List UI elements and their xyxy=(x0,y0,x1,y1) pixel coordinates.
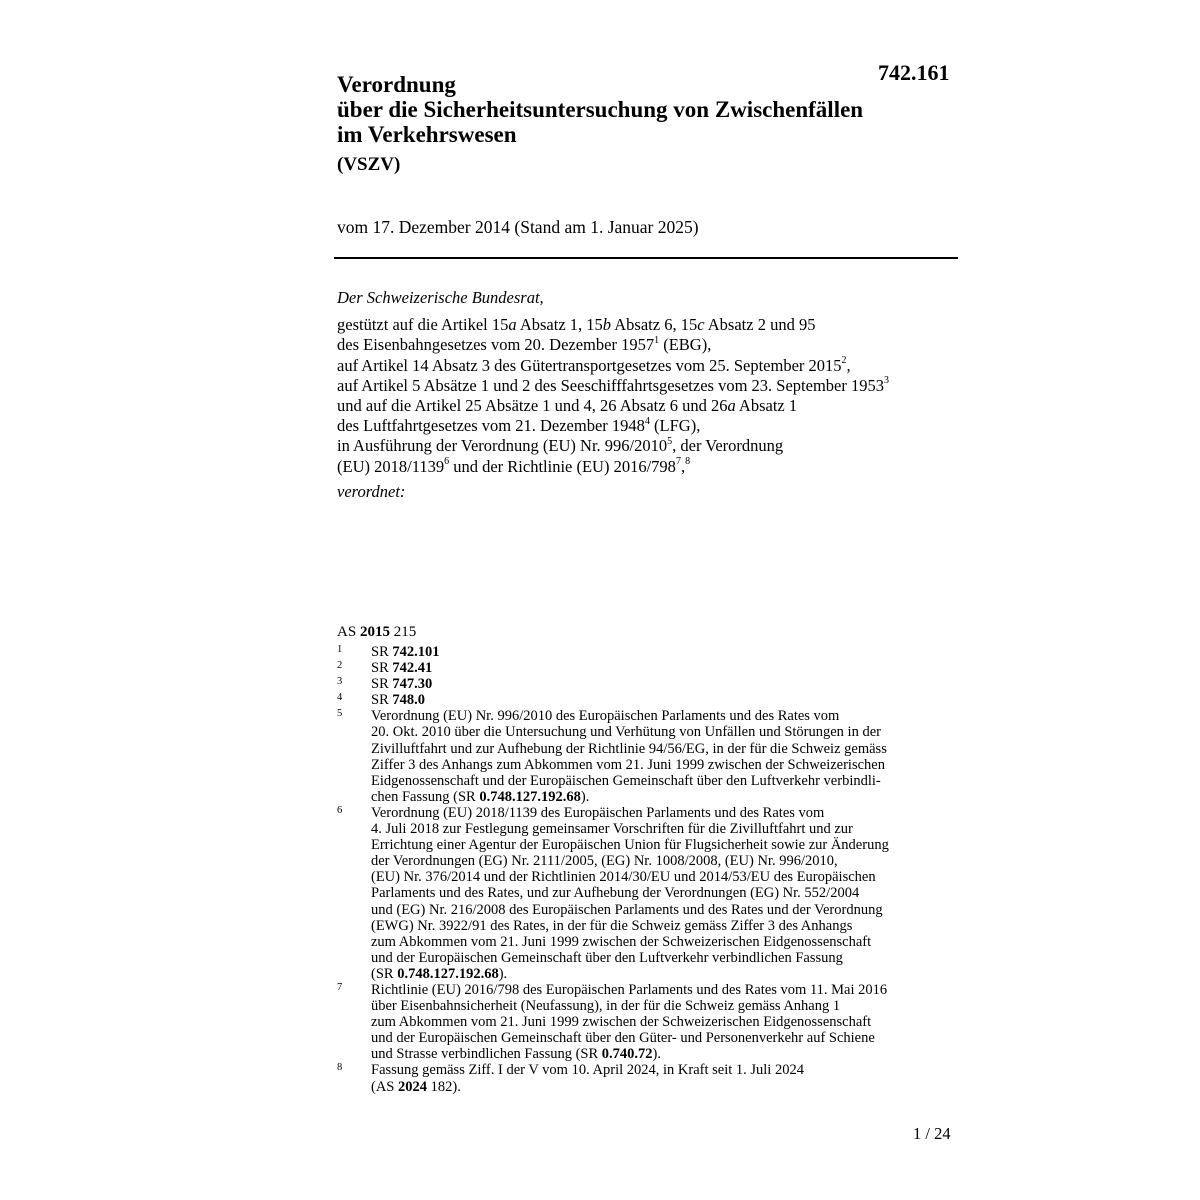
preamble-line: in Ausführung der Verordnung (EU) Nr. 996/2010$^5$, der Verordnung xyxy=(337,435,784,456)
footnote-ref[interactable]: 5 xyxy=(667,435,673,447)
preamble-closing: verordnet: xyxy=(337,481,406,501)
document-title xyxy=(337,72,937,147)
footnote-ref[interactable]: 8 xyxy=(685,456,691,468)
as-reference: AS 2015 215 xyxy=(337,624,417,640)
as-link[interactable]: 2024 xyxy=(398,1078,427,1095)
horizontal-rule xyxy=(334,257,958,259)
footnote: 8 Fassung gemäss Ziff. I der V vom 10. April 2024, in Kraft seit 1. Juli 2024 (AS 2024 182). xyxy=(337,1062,804,1095)
footnote: 1 SR 742.101 xyxy=(337,644,440,660)
footnote-number: 4 xyxy=(337,692,343,704)
sr-link[interactable]: 742.41 xyxy=(392,660,433,677)
footnote: 5 Verordnung (EU) Nr. 996/2010 des Europäischen Parlaments und des Rates vom 20. Okt. 2010 über die Untersuchung und Verhütung von Unfällen und Störungen in der Zivilluftfahrt und zur Aufhebung der Richtlinie 94/56/EG, in der für die Schweiz gemäss Ziffer 3 des Anhangs zum Abkommen vom 21. Juni 1999 zwischen der Schweizerischen Eidgenossenschaft und der Europäischen Gemeinschaft über den Luftverkehr verbindli- chen Fassung (SR 0.748.127.192.68). xyxy=(337,708,887,805)
footnote: 6 Verordnung (EU) 2018/1139 des Europäischen Parlaments und des Rates vom 4. Juli 2018 zur Festlegung gemeinsamer Vorschriften für die Zivilluftfahrt und zur Errichtung einer Agentur der Europäischen Union für Flugsicherheit sowie zur Änderung der Verordnungen (EG) Nr. 2111/2005, (EG) Nr. 1008/2008, (EU) Nr. 996/2010, (EU) Nr. 376/2014 und der Richtlinien 2014/30/EU und 2014/53/EU des Europäischen Parlaments und des Rates, und zur Aufhebung der Verordnungen (EG) Nr. 552/2004 und (EG) Nr. 216/2008 des Europäischen Parlaments und des Rates und der Verordnung (EWG) Nr. 3922/91 des Rates, in der für die Schweiz gemäss Ziffer 3 des Anhangs zum Abkommen vom 21. Juni 1999 zwischen der Schweizerischen Eidgenossenschaft und der Europäischen Gemeinschaft über den Luftverkehr verbindlichen Fassung (SR 0.748.127.192.68). xyxy=(337,804,889,982)
preamble-intro: Der Schweizerische Bundesrat, xyxy=(337,288,544,307)
footnote-ref[interactable]: 4 xyxy=(644,415,650,427)
footnote-number: 8 xyxy=(337,1062,343,1074)
page-number: 1 / 24 xyxy=(913,1124,951,1143)
date-line: vom 17. Dezember 2014 (Stand am 1. Januar 2025) xyxy=(337,217,699,237)
sr-link[interactable]: 748.0 xyxy=(392,692,425,709)
footnote-number: 1 xyxy=(337,644,343,655)
footnote-ref[interactable]: 7 xyxy=(675,456,681,468)
sr-link[interactable]: 0.748.127.192.68 xyxy=(479,788,581,805)
footnote-number: 2 xyxy=(337,660,343,672)
footnote-ref[interactable]: 3 xyxy=(883,375,889,387)
sr-link[interactable]: 742.101 xyxy=(392,644,440,660)
sr-link[interactable]: 747.30 xyxy=(392,676,433,693)
footnote-number: 5 xyxy=(337,708,343,720)
footnote-number: 7 xyxy=(337,981,343,993)
title-line: im Verkehrswesen xyxy=(337,122,517,147)
preamble-line: des Eisenbahngesetzes vom 20. Dezember 1957$^1$ (EBG), xyxy=(337,334,712,355)
footnote: 7 Richtlinie (EU) 2016/798 des Europäischen Parlaments und des Rates vom 11. Mai 2016 über Eisenbahnsicherheit (Neufassung), in der für die Schweiz gemäss Anhang 1 zum Abkommen vom 21. Juni 1999 zwischen der Schweizerischen Eidgenossenschaft und der Europäischen Gemeinschaft über den Güter- und Personenverkehr auf Schiene und Strasse verbindlichen Fassung (SR 0.740.72). xyxy=(337,981,888,1063)
sr-link[interactable]: 0.748.127.192.68 xyxy=(397,965,499,982)
footnote: 3 SR 747.30 xyxy=(337,676,433,693)
preamble-line: des Luftfahrtgesetzes vom 21. Dezember 1948$^4$ (LFG), xyxy=(337,415,701,436)
sr-link[interactable]: 0.740.72 xyxy=(601,1046,653,1063)
footnote: 4 SR 748.0 xyxy=(337,692,425,709)
footnote-number: 6 xyxy=(337,804,343,816)
title-line: Verordnung xyxy=(337,72,456,97)
preamble-line: auf Artikel 14 Absatz 3 des Gütertransportgesetzes vom 25. September 2015$^2$, xyxy=(337,355,851,375)
sr-number: 742.161 xyxy=(878,60,950,85)
title-line: über die Sicherheitsuntersuchung von Zwischenfällen xyxy=(337,97,864,122)
preamble-line: und auf die Artikel 25 Absätze 1 und 4, 26 Absatz 6 und 26a Absatz 1 xyxy=(337,396,798,416)
preamble-line: auf Artikel 5 Absätze 1 und 2 des Seeschifffahrtsgesetzes vom 23. September 1953$^3$ xyxy=(337,375,889,395)
preamble xyxy=(337,288,957,502)
footnote-ref[interactable]: 2 xyxy=(841,355,847,367)
preamble-line: (EU) 2018/1139$^6$ und der Richtlinie (EU) $2016/798^7,^8$ xyxy=(337,456,691,476)
footnote-number: 3 xyxy=(337,676,343,688)
preamble-line: gestützt auf die Artikel 15a Absatz 1, 15b Absatz 6, 15c Absatz 2 und 95 xyxy=(337,315,816,335)
footnote: 2 SR 742.41 xyxy=(337,660,433,677)
footnote-ref[interactable]: 1 xyxy=(654,334,660,346)
footnotes xyxy=(337,644,957,1095)
footnote-ref[interactable]: 6 xyxy=(444,456,450,468)
document-abbreviation: (VSZV) xyxy=(337,154,401,175)
